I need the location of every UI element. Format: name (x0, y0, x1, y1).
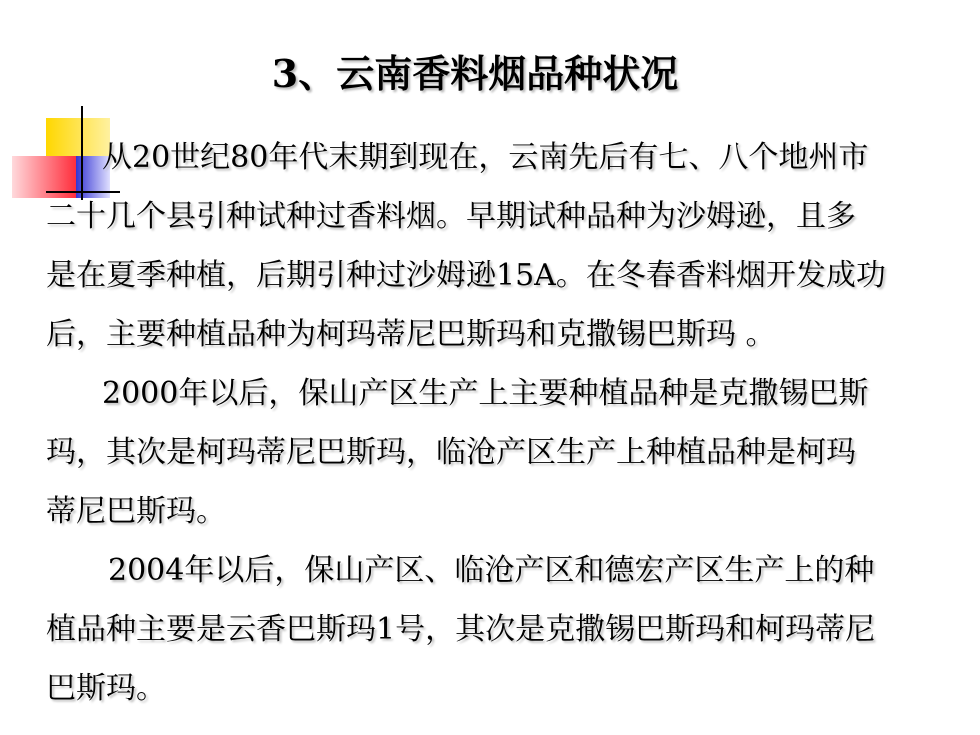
slide-title: 3、云南香料烟品种状况 (271, 51, 679, 96)
paragraph-1-line-2: 二十几个县引种试种过香料烟。早期试种品种为沙姆逊，且多 (46, 199, 856, 234)
paragraph-3-line-1: 2004年以后，保山产区、临沧产区和德宏产区生产上的种 (108, 553, 875, 588)
paragraph-2-line-3: 蒂尼巴斯玛。 (46, 494, 226, 529)
paragraph-1-line-4: 后，主要种植品种为柯玛蒂尼巴斯玛和克撒锡巴斯玛 。 (46, 317, 776, 352)
slide-body (46, 128, 961, 718)
paragraph-1-line-3: 是在夏季种植，后期引种过沙姆逊15A。在冬春香料烟开发成功 (46, 258, 886, 293)
paragraph-3-line-3: 巴斯玛。 (46, 671, 166, 706)
paragraph-2-line-2: 玛，其次是柯玛蒂尼巴斯玛，临沧产区生产上种植品种是柯玛 (46, 435, 856, 470)
paragraph-1-line-1: 从20世纪80年代末期到现在，云南先后有七、八个地州市 (102, 140, 869, 175)
paragraph-2-line-1: 2000年以后，保山产区生产上主要种植品种是克撒锡巴斯 (102, 376, 869, 411)
paragraph-3-line-2: 植品种主要是云香巴斯玛1号，其次是克撒锡巴斯玛和柯玛蒂尼 (46, 612, 876, 647)
